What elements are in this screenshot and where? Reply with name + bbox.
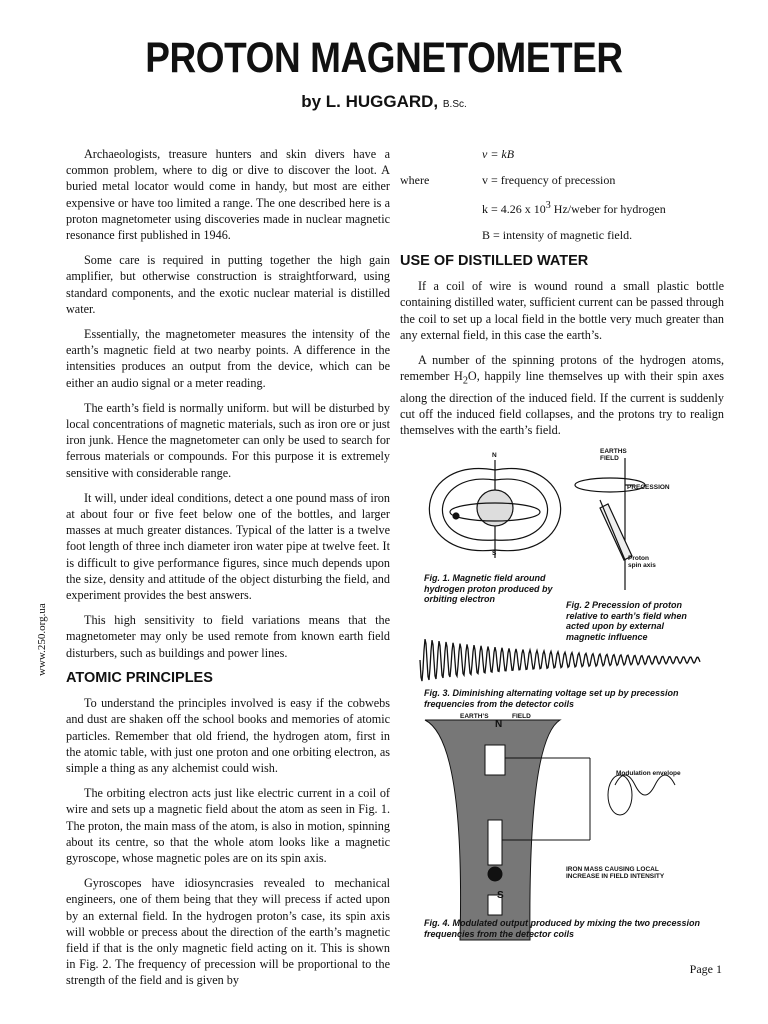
paragraph: It will, under ideal conditions, detect a one pound mass of iron at about four or five feet below one of the bottles, and larger masses at much greater distances. Typical of the latter is a twelve foot length of three inch diameter iron water pipe at twelve feet. It is difficult to give performance figures, since much depends upon the size, density and attitude of the object disturbing the field, and experiment provides the best answers. [66,490,390,603]
fig4-south-label: S [497,890,504,901]
side-url: www.250.org.ua [36,603,48,676]
definition-b: B = intensity of magnetic field. [482,228,633,242]
fig2-caption: Fig. 2 Precession of proton relative to earth’s field when acted upon by external magnetic influence [566,600,687,642]
definition-v: where v = frequency of precession [400,173,616,187]
fig4-north-label: N [495,719,503,730]
fig2-spin-axis-label: Proton spin axis [628,555,656,569]
byline [0,92,768,112]
fig1-south-label: S [492,550,497,557]
fig4-field [425,720,675,940]
paragraph: Archaeologists, treasure hunters and skin divers have a common problem, where to dig or dive to discover the loot. A buried metal locator would come in handy, but most are either expensive or have too limited a range. The one described here is a proton magnetometer using discoveries made in nuclear magnetic resonance first published in 1946. [66,147,390,243]
paragraph: The orbiting electron acts just like electric current in a coil of wire and sets up a magnetic field about the atom as seen in Fig. 1. The proton, the main mass of the atom, is also in motion, spinning about its centre, so that the whole atom looks like a magnetic gyroscope, whose magnetic poles are on its spin axis. [66,786,390,865]
fig2-precession [575,458,645,590]
fig4-iron-label: IRON MASS CAUSING LOCAL INCREASE IN FIELD INTENSITY [566,866,665,880]
fig4-field-label: FIELD [512,713,531,720]
definition-k: k = 4.26 x $10^3$ Hz/weber for hydrogen [482,200,666,216]
fig4-earths-label: EARTH’S [460,713,489,720]
fig3-waveform [420,639,700,681]
equation: v = kB [482,147,515,161]
section-heading: USE OF DISTILLED WATER [400,253,589,269]
paragraph: To understand the principles involved is easy if the cobwebs and dust are shaken off the school books and memories of atomic particles. Remember that old friend, the hydrogen atom, first in the atomic table, with just one proton and one orbiting electron, as simple a thing as any alchemist could wish. [66,696,390,775]
paragraph: If a coil of wire is wound round a small plastic bottle containing distilled water, sufficient current can be passed through the coil to set up a local field in the bottle very much greater than any external field, in this case the earth’s. [400,279,724,342]
fig4-envelope-label: Modulation envelope [616,770,681,777]
right-column [400,146,724,447]
fig1-north-label: N [492,452,497,459]
fig4-caption: Fig. 4. Modulated output produced by mixing the two precession frequencies from the detector coils [424,918,701,939]
page-number: Page 1 [689,962,722,976]
fig2-precession-label: PRECESSION [627,484,670,491]
article-title: PROTON MAGNETOMETER [145,34,623,82]
fig1-caption: Fig. 1. Magnetic field around hydrogen proton produced by orbiting electron [424,573,553,604]
paragraph: A number of the spinning protons of the hydrogen atoms, remember $H_2O$, happily line themselves up with their spin axes along the direction of the induced field. If the current is suddenly cut off the induced field collapses, and the protons try to realign themselves with the earth’s field. [400,353,724,438]
paragraph: This high sensitivity to field variations means that the magnetometer may only be used remote from known earth field disturbers, such as buildings and power lines. [66,613,390,660]
section-heading: ATOMIC PRINCIPLES [66,669,213,686]
paragraph: Some care is required in putting together the high gain amplifier, but otherwise construction is straightforward, using standard components, and the exotic nuclear material is distilled water. [66,253,390,316]
paragraph: Essentially, the magnetometer measures the intensity of the earth’s magnetic field at two nearby points. A difference in the intensities produces an output from the device, which can be either an audio signal or a meter reading. [66,327,390,390]
fig2-earths-field-label: EARTHS FIELD [600,448,627,462]
paragraph: The earth’s field is normally uniform. but will be disturbed by local concentrations of magnetic materials, such as iron ore or just iron junk. Hence the magnetometer can only be used to search for ferrous materials or compounds. For this purpose it is extremely sensitive with considerable range. [66,400,390,480]
paragraph: Gyroscopes have idiosyncrasies revealed to mechanical engineers, one of them being that they will precess if acted upon by an external field. In the hydrogen proton’s case, its spin axis will wobble or precess about the direction of the earth’s magnetic field if that is the only magnetic field acting on it. This is shown in Fig. 2. The frequency of precession will be proportional to the strength of the field and is given by [66,876,390,988]
author-degree: B.Sc. [442,99,467,110]
fig1-atom [429,460,560,558]
author-name: by L. HUGGARD, [301,92,439,111]
fig3-caption: Fig. 3. Diminishing alternating voltage set up by precession frequencies from the detector coils [424,688,679,709]
left-column [66,146,390,998]
